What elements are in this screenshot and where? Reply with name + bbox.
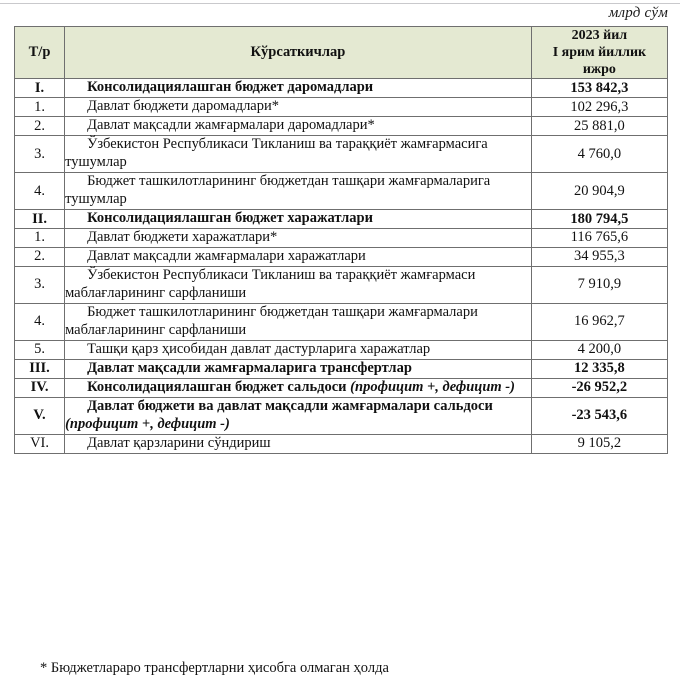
table-row <box>15 79 668 98</box>
row-value: 153 842,3 <box>531 79 667 98</box>
row-number: 1. <box>15 228 65 247</box>
table-row <box>15 98 668 117</box>
row-number: V. <box>15 397 65 434</box>
row-value: -23 543,6 <box>531 397 667 434</box>
table-row <box>15 434 668 453</box>
row-indicator: Ўзбекистон Республикаси Тикланиш ва тараққиёт жамғармасига тушумлар <box>65 136 532 173</box>
row-number: VI. <box>15 434 65 453</box>
table-header-row <box>15 27 668 79</box>
table-row <box>15 228 668 247</box>
row-indicator: Консолидациялашган бюджет харажатлари <box>65 210 532 229</box>
row-number: 4. <box>15 303 65 340</box>
row-indicator: Ўзбекистон Республикаси Тикланиш ва тараққиёт жамғармаси маблағларининг сарфланиши <box>65 266 532 303</box>
row-number: 2. <box>15 247 65 266</box>
table-row <box>15 173 668 210</box>
row-indicator: Давлат мақсадли жамғармалари даромадлари* <box>65 117 532 136</box>
row-number: 3. <box>15 136 65 173</box>
column-header-value-line-1: 2023 йил <box>571 28 628 43</box>
row-indicator: Бюджет ташкилотларининг бюджетдан ташқари жамғармалари маблағларининг сарфланиши <box>65 303 532 340</box>
table-row <box>15 266 668 303</box>
row-number: I. <box>15 79 65 98</box>
row-value: -26 952,2 <box>531 378 667 397</box>
row-indicator <box>65 397 532 434</box>
table-footnote: * Бюджетлараро трансфертларни ҳисобга олмаган ҳолда <box>40 660 389 676</box>
row-number: 5. <box>15 340 65 359</box>
table-row <box>15 303 668 340</box>
row-indicator-note: (профицит +, дефицит -) <box>350 378 515 395</box>
row-number: 3. <box>15 266 65 303</box>
row-value: 102 296,3 <box>531 98 667 117</box>
table-row <box>15 210 668 229</box>
table-row <box>15 117 668 136</box>
row-indicator: Ташқи қарз ҳисобидан давлат дастурларига харажатлар <box>65 340 532 359</box>
row-value: 20 904,9 <box>531 173 667 210</box>
row-number: 1. <box>15 98 65 117</box>
row-indicator: Бюджет ташкилотларининг бюджетдан ташқари жамғармаларига тушумлар <box>65 173 532 210</box>
row-indicator: Давлат бюджети харажатлари* <box>65 228 532 247</box>
table-row <box>15 397 668 434</box>
row-number: IV. <box>15 378 65 397</box>
row-indicator: Давлат бюджети даромадлари* <box>65 98 532 117</box>
row-value: 4 200,0 <box>531 340 667 359</box>
column-header-value-line-2: I ярим йиллик <box>552 45 647 61</box>
row-indicator-text: Консолидациялашган бюджет сальдоси <box>87 378 351 395</box>
table-row <box>15 247 668 266</box>
row-indicator-note: (профицит +, дефицит -) <box>65 415 230 432</box>
column-header-number: Т/р <box>15 27 65 79</box>
row-value: 4 760,0 <box>531 136 667 173</box>
table-row <box>15 136 668 173</box>
row-value: 12 335,8 <box>531 359 667 378</box>
row-number: II. <box>15 210 65 229</box>
row-value: 16 962,7 <box>531 303 667 340</box>
row-indicator: Давлат мақсадли жамғармаларига трансфертлар <box>65 359 532 378</box>
column-header-indicator: Кўрсаткичлар <box>65 27 532 79</box>
row-value: 9 105,2 <box>531 434 667 453</box>
column-header-value-line-3: ижро <box>582 62 616 78</box>
row-number: 2. <box>15 117 65 136</box>
row-value: 116 765,6 <box>531 228 667 247</box>
row-number: 4. <box>15 173 65 210</box>
row-value: 7 910,9 <box>531 266 667 303</box>
table-header <box>15 27 668 79</box>
row-value: 34 955,3 <box>531 247 667 266</box>
row-indicator: Давлат мақсадли жамғармалари харажатлари <box>65 247 532 266</box>
row-indicator-text: Давлат бюджети ва давлат мақсадли жамғармалари сальдоси <box>87 397 493 414</box>
table-row <box>15 378 668 397</box>
budget-execution-table <box>14 26 668 454</box>
row-value: 180 794,5 <box>531 210 667 229</box>
row-indicator: Давлат қарзларини сўндириш <box>65 434 532 453</box>
row-indicator <box>65 378 532 397</box>
units-label: млрд сўм <box>608 5 668 21</box>
row-value: 25 881,0 <box>531 117 667 136</box>
page-top-divider <box>0 3 680 4</box>
table-body <box>15 79 668 453</box>
table-row <box>15 340 668 359</box>
row-number: III. <box>15 359 65 378</box>
row-indicator: Консолидациялашган бюджет даромадлари <box>65 79 532 98</box>
table-row <box>15 359 668 378</box>
column-header-value <box>531 27 667 79</box>
